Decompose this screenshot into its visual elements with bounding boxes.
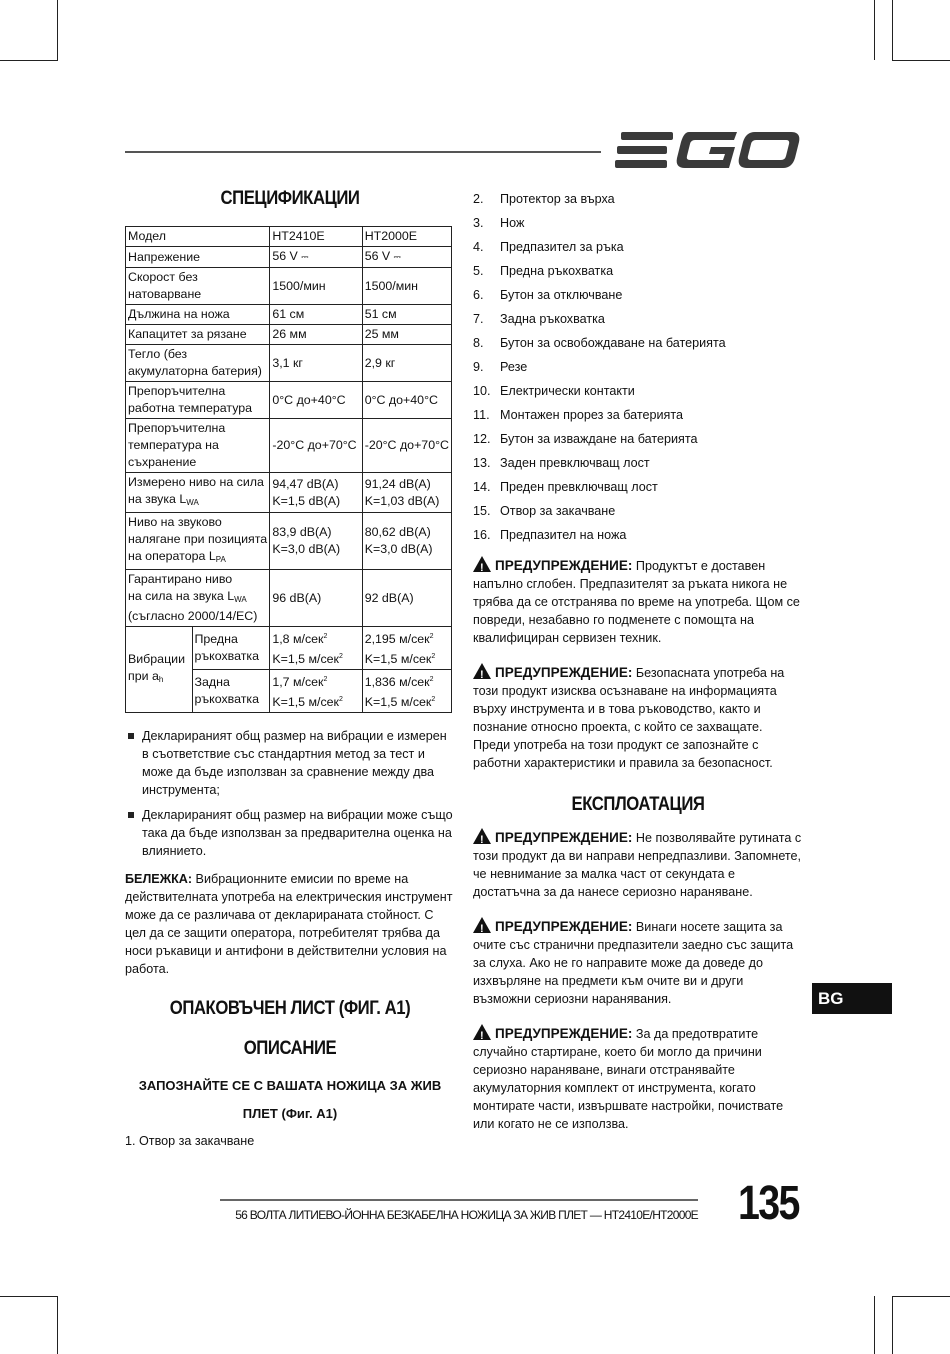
- operation-title: ЕКСПЛОАТАЦИЯ: [571, 794, 705, 815]
- item-text: Електрически контакти: [500, 384, 635, 398]
- table-row: [126, 473, 452, 513]
- table-cell: Скорост без натоварване: [126, 268, 270, 305]
- dc-symbol: ⎓: [393, 252, 400, 262]
- crop-mark: [874, 0, 875, 60]
- table-cell: [362, 627, 451, 670]
- table-row: [126, 247, 452, 268]
- item-number: 9.: [473, 360, 484, 374]
- list-item: Декларираният общ размер на вибрации може също така да бъде използван за предварителна оценка на влиянието.: [125, 806, 455, 860]
- warning-label: ПРЕДУПРЕЖДЕНИЕ:: [495, 558, 633, 573]
- lpa-label: Ниво на звуково налягане при позицията на оператора L: [128, 515, 268, 563]
- table-cell: [270, 473, 362, 513]
- table-cell: Препоръчителна температура на съхранение: [126, 419, 270, 473]
- subscript: WA: [186, 498, 199, 507]
- know-title: [125, 1072, 455, 1128]
- value-line: K=1,5 dB(A): [272, 493, 341, 508]
- table-cell: [126, 513, 270, 570]
- item-text: Предпазител на ножа: [500, 528, 627, 542]
- description-title: ОПИСАНИЕ: [243, 1038, 337, 1059]
- table-row: [126, 570, 452, 627]
- warning-icon: [473, 556, 491, 572]
- item-text: Резе: [500, 360, 528, 374]
- table-cell: Дължина на ножа: [126, 305, 270, 325]
- table-cell: [270, 627, 362, 670]
- crop-mark: [892, 0, 893, 60]
- superscript: 2: [429, 676, 434, 683]
- list-item: Декларираният общ размер на вибрации е измерен в съответствие със стандартния метод за тест и може да бъде използван за сравнение между два инструмента;: [125, 727, 455, 799]
- table-cell: [362, 247, 451, 268]
- value-line: 1,7 м/сек: [272, 675, 324, 689]
- left-column: [125, 188, 455, 1150]
- table-cell: [270, 247, 362, 268]
- header-rule: [125, 151, 601, 153]
- superscript: 2: [338, 653, 343, 660]
- crop-mark: [57, 0, 58, 60]
- glwa-label: Гарантирано ниво: [128, 572, 233, 586]
- subscript: PA: [215, 555, 226, 564]
- table-cell: 92 dB(A): [362, 570, 451, 627]
- glwa-label: (съгласно 2000/14/EC): [128, 609, 258, 623]
- item-number: 5.: [473, 264, 484, 278]
- table-row: [126, 513, 452, 570]
- item-text: Бутон за отключване: [500, 288, 623, 302]
- voltage-value: 56 V: [272, 249, 298, 263]
- item-text: Бутон за изваждане на батерията: [500, 432, 698, 446]
- warning-label: ПРЕДУПРЕЖДЕНИЕ:: [495, 830, 633, 845]
- table-cell: Предна ръкохватка: [192, 627, 270, 670]
- voltage-value: 56 V: [364, 249, 391, 263]
- table-row: [126, 305, 452, 325]
- warning-paragraph: [473, 663, 803, 772]
- warning-icon: [473, 1024, 491, 1040]
- table-row: [126, 382, 452, 419]
- list-item: [473, 500, 803, 524]
- table-cell: 2,9 кг: [362, 345, 451, 382]
- value-line: K=1,03 dB(A): [364, 493, 440, 508]
- item-text: Преден превключващ лост: [500, 480, 658, 494]
- superscript: 2: [429, 633, 434, 640]
- list-item: [473, 452, 803, 476]
- value-line: 94,47 dB(A): [272, 476, 339, 491]
- item-number: 3.: [473, 216, 484, 230]
- footer-rule: [220, 1199, 698, 1201]
- item-number: 8.: [473, 336, 484, 350]
- item-number: 14.: [473, 480, 491, 494]
- warning-paragraph: [473, 1024, 803, 1133]
- value-line: 83,9 dB(A): [272, 525, 332, 539]
- table-row: [126, 419, 452, 473]
- list-item: [473, 380, 803, 404]
- table-cell: [270, 513, 362, 570]
- table-cell: [362, 513, 451, 570]
- list-item: [473, 308, 803, 332]
- table-row: [126, 627, 452, 670]
- table-cell: Тегло (без акумулаторна батерия): [126, 345, 270, 382]
- value-line: 1,836 м/сек: [364, 675, 430, 689]
- crop-mark: [892, 60, 950, 61]
- crop-mark: [0, 1296, 58, 1297]
- table-row: [126, 227, 452, 247]
- item-number: 10.: [473, 384, 491, 398]
- value-line: K=3,0 dB(A): [272, 542, 341, 556]
- bullet-list: [125, 727, 455, 860]
- superscript: 2: [431, 653, 436, 660]
- parts-list: [473, 188, 803, 548]
- know-title-line: ПЛЕТ (Фиг. А1): [242, 1106, 338, 1121]
- list-item: [473, 260, 803, 284]
- know-title-line: ЗАПОЗНАЙТЕ СЕ С ВАШАТА НОЖИЦА ЗА ЖИВ: [138, 1078, 442, 1093]
- note-text: Вибрационните емисии по време на действителната употреба на електрическия инструмент може да се различава от декларираната стойност. С цел да се защити оператора, потребителят трябва да носи ръкавици и антифони в действителни условия на работа.: [125, 872, 453, 976]
- list-item: [473, 356, 803, 380]
- footer-text: 56 ВОЛТА ЛИТИЕВО-ЙОННА БЕЗКАБЕЛНА НОЖИЦА ЗА ЖИВ ПЛЕТ — HT2410E/HT2000E: [235, 1208, 698, 1222]
- table-cell: 0°C до+40°C: [270, 382, 362, 419]
- packing-title: ОПАКОВЪЧЕН ЛИСТ (ФИГ. А1): [169, 998, 411, 1019]
- spec-title: СПЕЦИФИКАЦИИ: [220, 188, 360, 209]
- superscript: 2: [323, 633, 328, 640]
- table-cell: -20°C до+70°C: [362, 419, 451, 473]
- vibration-label: Вибрации при a: [128, 652, 186, 683]
- item-number: 4.: [473, 240, 484, 254]
- item-number: 11.: [473, 408, 490, 422]
- item-text: Монтажен прорез за батерията: [500, 408, 683, 422]
- value-line: K=1,5 м/сек: [364, 695, 432, 709]
- table-cell: [126, 627, 193, 713]
- item-text: Протектор за върха: [500, 192, 615, 206]
- page-number: 135: [738, 1177, 799, 1230]
- warning-text: Не позволявайте рутината с този продукт да ви направи непредпазливи. Запомнете, че невнимание за малка част от секундата е достатъчна за да нанесе сериозно нараняване.: [473, 831, 802, 899]
- value-line: K=3,0 dB(A): [364, 542, 433, 556]
- table-cell: Капацитет за рязане: [126, 325, 270, 345]
- table-cell: 26 мм: [270, 325, 362, 345]
- subscript: h: [158, 675, 164, 684]
- table-cell: [270, 670, 362, 713]
- crop-mark: [57, 1296, 58, 1354]
- item-number: 7.: [473, 312, 484, 326]
- table-cell: 51 см: [362, 305, 451, 325]
- item-text: Предна ръкохватка: [500, 264, 614, 278]
- right-column: [473, 188, 803, 1133]
- table-cell: 1500/мин: [362, 268, 451, 305]
- spec-table: [125, 226, 452, 713]
- item-number: 16.: [473, 528, 491, 542]
- table-cell: Модел: [126, 227, 270, 247]
- table-row: [126, 345, 452, 382]
- table-cell: Напрежение: [126, 247, 270, 268]
- list-item: [473, 524, 803, 548]
- table-cell: 25 мм: [362, 325, 451, 345]
- list-item: [473, 236, 803, 260]
- crop-mark: [874, 1296, 875, 1354]
- table-cell: HT2000E: [362, 227, 451, 247]
- warning-text: Безопасната употреба на този продукт изисква осъзнаване на информацията върху инструмента и в това ръководство, както и познание относно проекта, с който се захващате. Преди употреба на този продукт се запознайте с работни характеристики и правила за безопасност.: [473, 666, 785, 770]
- warning-paragraph: [473, 556, 803, 647]
- ego-logo: [615, 128, 801, 172]
- warning-label: ПРЕДУПРЕЖДЕНИЕ:: [495, 665, 633, 680]
- table-cell: 1500/мин: [270, 268, 362, 305]
- list-item: [473, 404, 803, 428]
- item-text: Нож: [500, 216, 525, 230]
- warning-text: Продуктът е доставен напълно сглобен. Предпазителят за ръката никога не трябва да се отстранява по време на употреба. Щом се повреди, незабавно го подменете с помощта на квалифициран сервизен техник.: [473, 559, 800, 645]
- superscript: 2: [323, 676, 328, 683]
- table-cell: 3,1 кг: [270, 345, 362, 382]
- warning-label: ПРЕДУПРЕЖДЕНИЕ:: [495, 919, 633, 934]
- list-item: [473, 212, 803, 236]
- item-number: 12.: [473, 432, 491, 446]
- warning-label: ПРЕДУПРЕЖДЕНИЕ:: [495, 1026, 633, 1041]
- item-text: Отвор за закачване: [500, 504, 616, 518]
- table-cell: Задна ръкохватка: [192, 670, 270, 713]
- item-number: 15.: [473, 504, 491, 518]
- superscript: 2: [431, 696, 436, 703]
- table-cell: 96 dB(A): [270, 570, 362, 627]
- warning-icon: [473, 663, 491, 679]
- value-line: K=1,5 м/сек: [272, 652, 339, 666]
- warning-icon: [473, 917, 491, 933]
- list-item: [473, 284, 803, 308]
- item-number: 6.: [473, 288, 484, 302]
- item-text: Предпазител за ръка: [500, 240, 624, 254]
- list-item: [473, 188, 803, 212]
- table-cell: [362, 670, 451, 713]
- item-number: 13.: [473, 456, 491, 470]
- table-cell: [126, 570, 270, 627]
- lwa-label: Измерено ниво на сила на звука L: [128, 475, 264, 506]
- table-row: [126, 325, 452, 345]
- list-item: [473, 476, 803, 500]
- list-item: [473, 428, 803, 452]
- table-cell: -20°C до+70°C: [270, 419, 362, 473]
- table-cell: Препоръчителна работна температура: [126, 382, 270, 419]
- value-line: K=1,5 м/сек: [272, 695, 339, 709]
- warning-text: Винаги носете защита за очите със странични предпазители заедно със защита за слуха. Ако не го направите може да доведе до изхвърляне на предмети към очите ви и други възможни сериозни наранявания.: [473, 920, 794, 1006]
- value-line: 80,62 dB(A): [364, 525, 431, 539]
- warning-paragraph: [473, 828, 803, 901]
- warning-text: За да предотвратите случайно стартиране, което би могло да причини сериозно нараняване, винаги отстранявайте акумулаторния комплект от инструмента, когато монтирате части, извършвате настройки, почиствате или когато не се използва.: [473, 1027, 784, 1131]
- glwa-label: на сила на звука L: [128, 589, 235, 603]
- crop-mark: [892, 1296, 950, 1297]
- item-text: Задна ръкохватка: [500, 312, 605, 326]
- warning-paragraph: [473, 917, 803, 1008]
- note-paragraph: [125, 870, 455, 978]
- dc-symbol: ⎓: [301, 252, 308, 262]
- item-number: 2.: [473, 192, 484, 206]
- crop-mark: [892, 1296, 893, 1354]
- item-text: Бутон за освобождаване на батерията: [500, 336, 726, 350]
- table-row: [126, 268, 452, 305]
- warning-icon: [473, 828, 491, 844]
- subscript: WA: [234, 595, 247, 604]
- value-line: 2,195 м/сек: [364, 632, 430, 646]
- value-line: 1,8 м/сек: [272, 632, 324, 646]
- value-line: K=1,5 м/сек: [364, 652, 432, 666]
- item-text: Заден превключващ лост: [500, 456, 650, 470]
- note-label: БЕЛЕЖКА:: [125, 872, 193, 886]
- table-cell: [126, 473, 270, 513]
- crop-mark: [0, 60, 58, 61]
- list-item: [473, 332, 803, 356]
- language-tab: BG: [812, 983, 892, 1014]
- table-cell: [362, 473, 451, 513]
- superscript: 2: [338, 696, 343, 703]
- part-item-1: 1. Отвор за закачване: [125, 1134, 255, 1148]
- value-line: 91,24 dB(A): [364, 476, 431, 491]
- table-cell: 0°C до+40°C: [362, 382, 451, 419]
- table-cell: HT2410E: [270, 227, 362, 247]
- table-cell: 61 см: [270, 305, 362, 325]
